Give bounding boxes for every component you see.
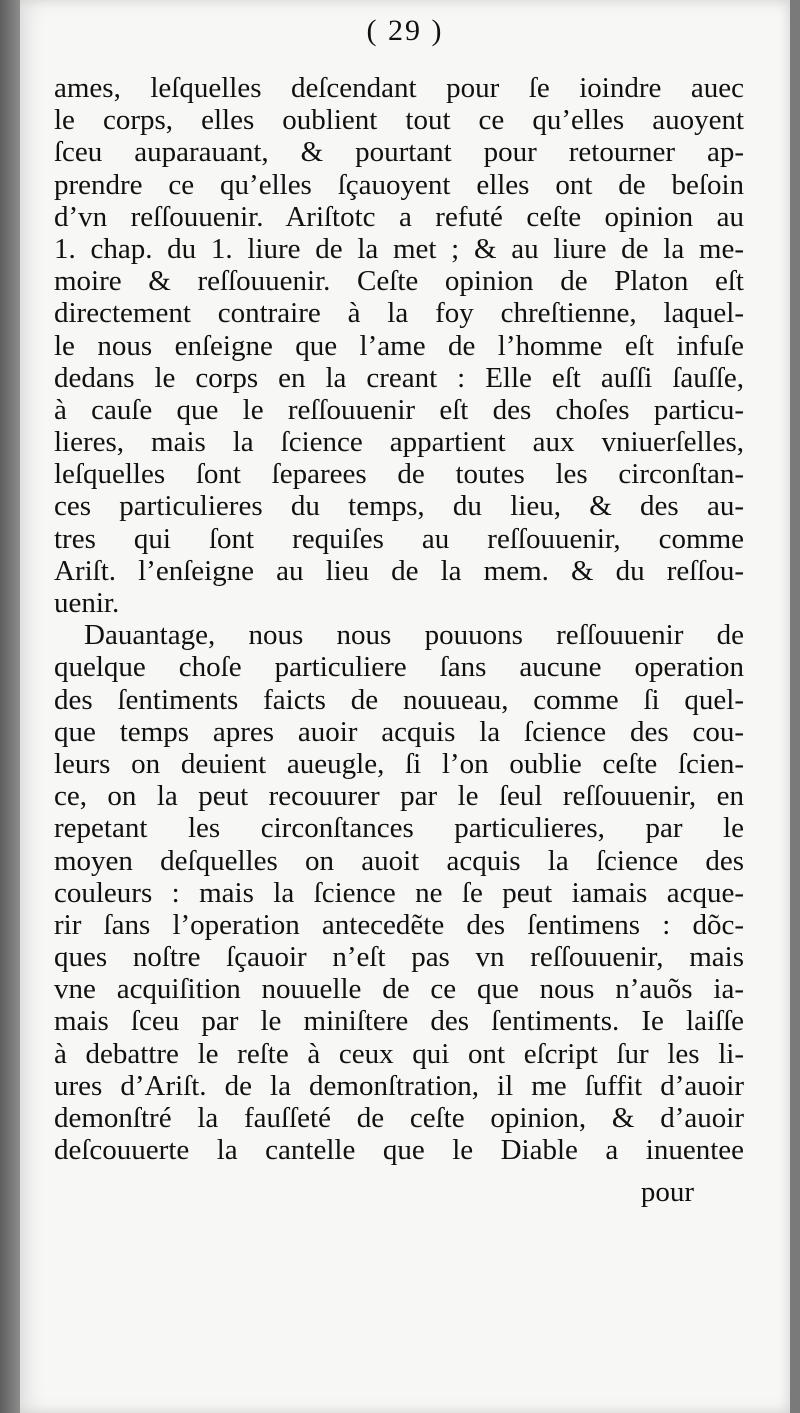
text-line: des ſentiments faicts de nouueau, comme ſi quel- [54,683,744,716]
text-line: tres qui ſont requiſes au reſſouuenir, comme [54,522,744,555]
text-line: quelque choſe particuliere ſans aucune operation [54,651,744,684]
text-line: à debattre le reſte à ceux qui ont eſcript ſur les li- [54,1037,744,1070]
text-line: uenir. [54,587,120,619]
text-line: lieres, mais la ſcience appartient aux vniuerſelles, [54,426,744,459]
text-line: directement contraire à la foy chreſtienne, laquel- [54,297,744,330]
text-line: ces particulieres du temps, du lieu, & des au- [54,490,744,523]
text-line: leſquelles ſont ſeparees de toutes les circonſtan- [54,458,744,491]
text-line: dedans le corps en la creant : Elle eſt auſſi ſauſſe, [54,361,744,394]
text-line: Ariſt. l’enſeigne au lieu de la mem. & du reſſou- [54,554,744,587]
text-line: que temps apres auoir acquis la ſcience des cou- [54,715,744,748]
text-line: leurs on deuient aueugle, ſi l’on oublie ceſte ſcien- [54,747,744,780]
text-line: repetant les circonſtances particulieres, par le [54,812,744,845]
text-line: demonſtré la fauſſeté de ceſte opinion, & d’auoir [54,1102,744,1134]
body-text [54,72,744,1166]
book-page [20,0,790,1413]
text-line: rir ſans l’operation antecedẽte des ſentimens : dõc- [54,908,744,941]
text-line: vne acquiſition nouuelle de ce que nous n’auõs ia- [54,973,744,1006]
text-line: ques noſtre ſçauoir n’eſt pas vn reſſouuenir, mais [54,941,744,974]
text-line: prendre ce qu’elles ſçauoyent elles ont de beſoin [54,168,744,201]
page-number: ( 29 ) [366,14,444,47]
text-line: mais ſceu par le miniſtere des ſentiments. Ie laiſſe [54,1005,744,1038]
text-line: deſcouuerte la cantelle que le Diable a inuentee [54,1134,744,1167]
text-line: d’vn reſſouuenir. Ariſtotc a refuté ceſte opinion au [54,200,744,233]
text-line: à cauſe que le reſſouuenir eſt des choſes particu- [54,393,744,426]
text-line: ames, leſquelles deſcendant pour ſe ioindre auec [54,72,744,104]
text-line: le corps, elles oublient tout ce qu’elles auoyent [54,104,744,137]
text-line: le nous enſeigne que l’ame de l’homme eſt infuſe [54,329,744,362]
text-line: moyen deſquelles on auoit acquis la ſcience des [54,844,744,877]
text-line: couleurs : mais la ſcience ne ſe peut iamais acque- [54,876,744,909]
text-line: ſceu auparauant, & pourtant pour retourner ap- [54,136,744,169]
catchword: pour [640,1176,694,1208]
paragraph-start-line: Dauantage, nous nous pouuons reſſouuenir de [84,619,744,652]
text-line: ce, on la peut recouurer par le ſeul reſſouuenir, en [54,780,744,813]
text-line: moire & reſſouuenir. Ceſte opinion de Platon eſt [54,265,744,298]
scan-left-edge [0,0,20,1413]
text-line: ures d’Ariſt. de la demonſtration, il me ſuffit d’auoir [54,1069,744,1102]
text-line: 1. chap. du 1. liure de la met ; & au liure de la me- [54,232,744,265]
